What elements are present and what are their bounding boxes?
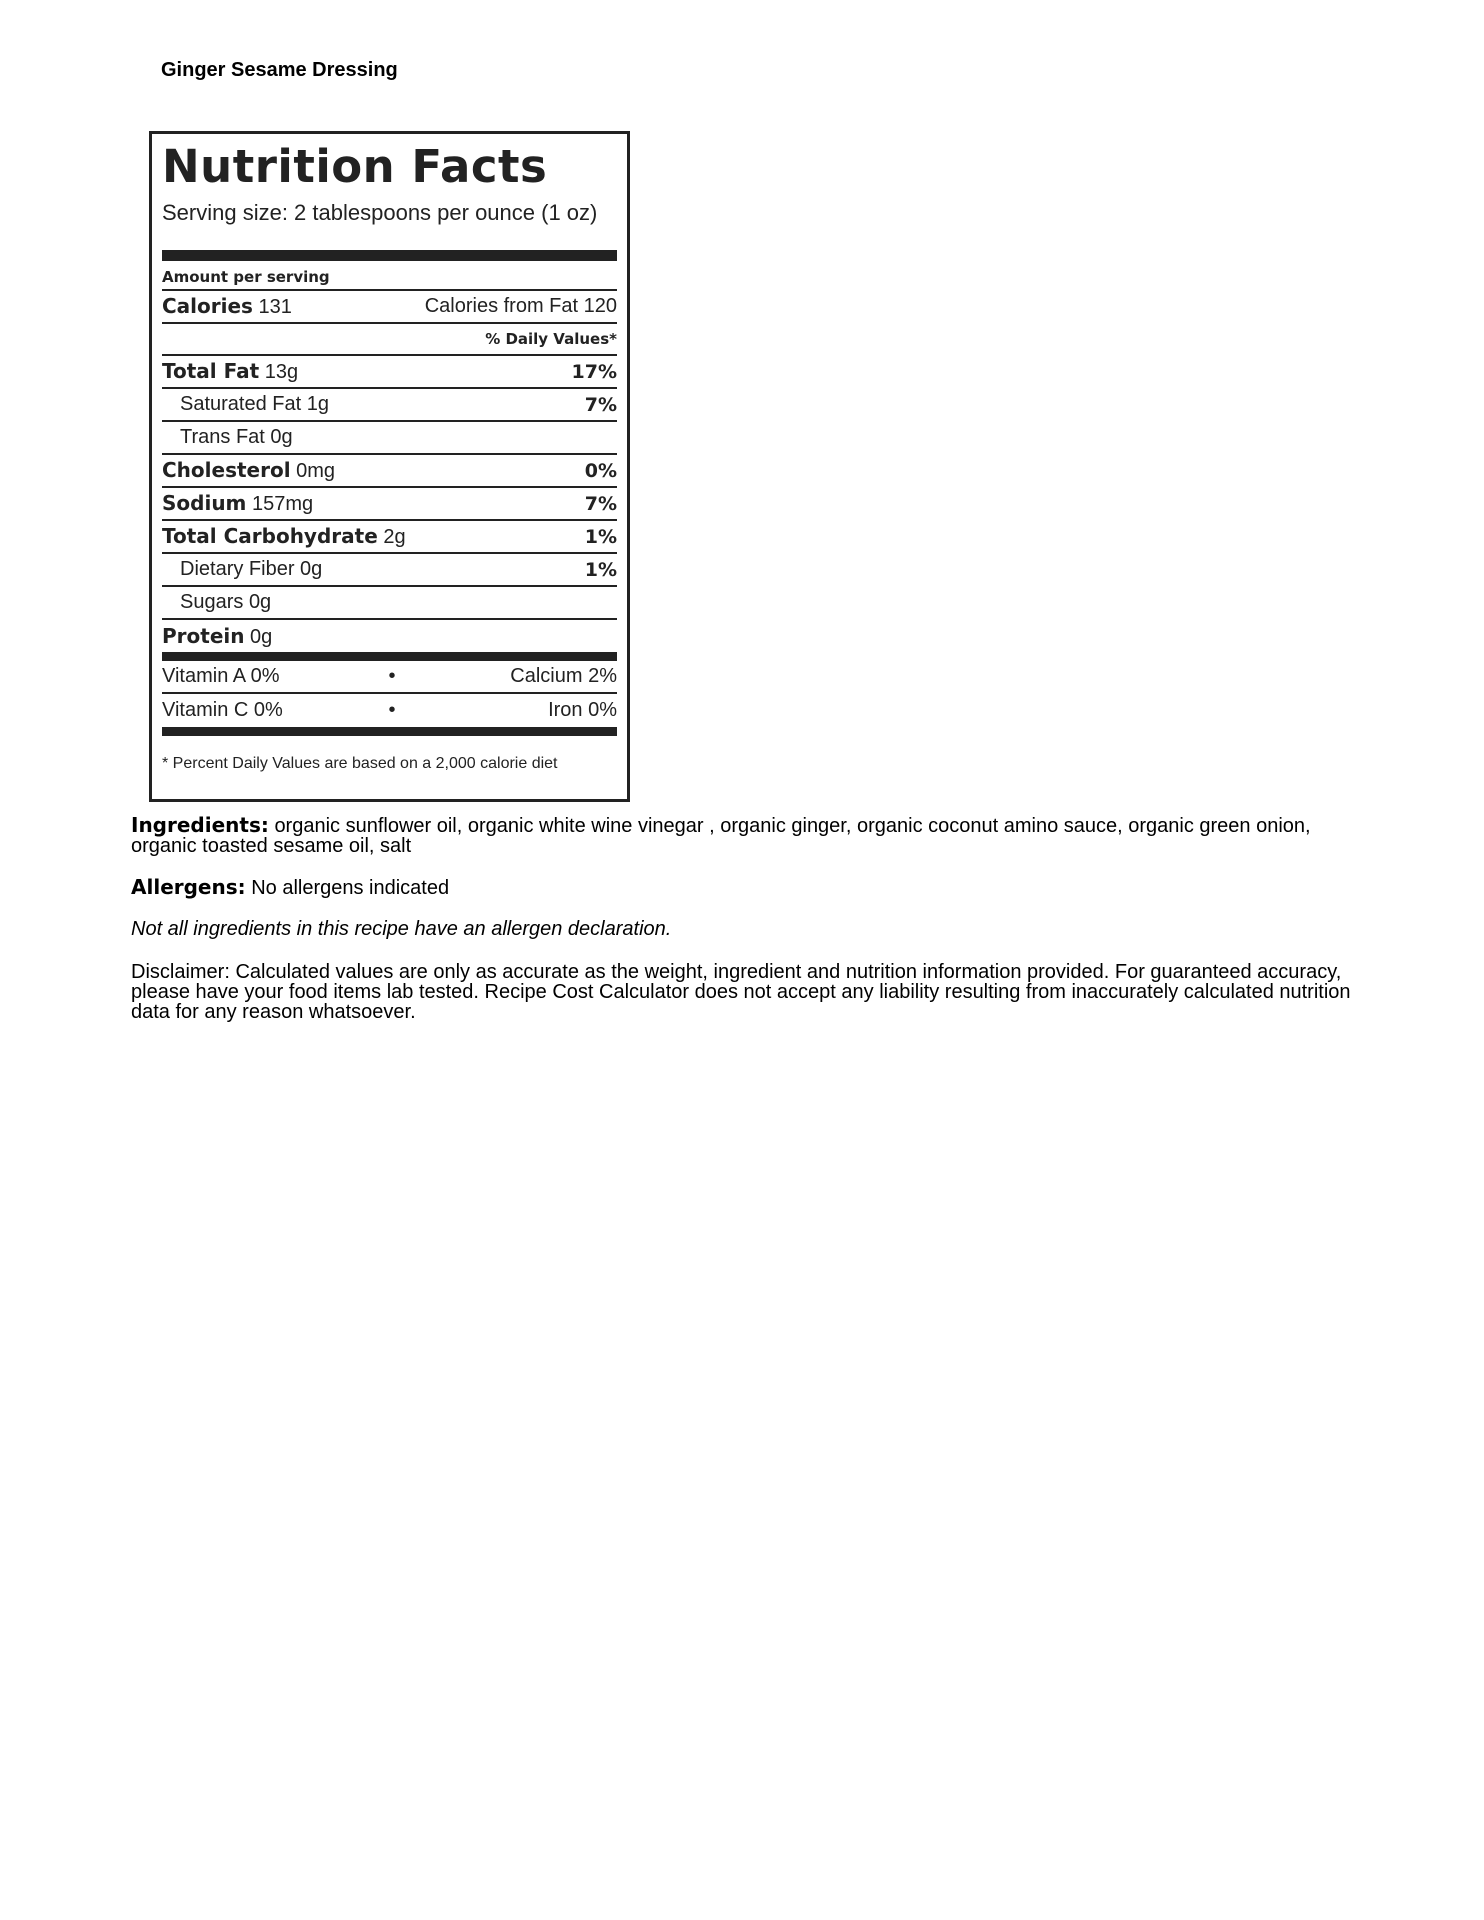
nutrient-name: Total Fat	[162, 359, 260, 383]
nutrient-pct: 17%	[571, 360, 617, 383]
vitamins-divider	[162, 652, 617, 661]
nutrient-pct: 0%	[584, 459, 617, 482]
nutrient-pct: 7%	[584, 393, 617, 416]
nutrient-name: Saturated Fat	[180, 393, 302, 415]
nutrient-pct: 1%	[584, 558, 617, 581]
amount-per-serving-label: Amount per serving	[162, 268, 330, 286]
allergens-section	[131, 877, 1361, 898]
footnote: * Percent Daily Values are based on a 2,000 calorie diet	[162, 755, 558, 772]
serving-size: Serving size: 2 tablespoons per ounce (1 oz)	[162, 200, 598, 225]
nutrient-name: Sodium	[162, 491, 247, 515]
nutrient-name: Trans Fat	[180, 426, 265, 448]
vitamin-right: Calcium 2%	[510, 665, 617, 687]
allergens-text: No allergens indicated	[251, 877, 450, 899]
nutrient-name: Protein	[162, 623, 245, 648]
allergen-note: Not all ingredients in this recipe have an allergen declaration.	[131, 918, 672, 940]
vitamin-right: Iron 0%	[548, 699, 617, 721]
vitamin-row	[162, 694, 617, 727]
vitamin-separator: •	[388, 699, 396, 721]
nutrient-row-saturated-fat	[162, 389, 617, 422]
allergens-label: Allergens:	[131, 875, 246, 899]
nutrient-amount: 0g	[300, 558, 323, 580]
disclaimer: Disclaimer: Calculated values are only as accurate as the weight, ingredient and nutrition information provided. For guaranteed accuracy, please have your food items lab tested. Recipe Cost Calculator does not accept any liability resulting from inaccurately calculated nutrition data for any reason whatsoever.	[131, 961, 1351, 1023]
nutrient-name: Sugars	[180, 591, 244, 613]
daily-values-header	[162, 324, 617, 356]
calories-value: 131	[258, 296, 292, 318]
nutrient-row-total-carbohydrate	[162, 521, 617, 554]
nutrient-name: Total Carbohydrate	[162, 524, 378, 548]
nutrient-amount: 2g	[383, 526, 406, 548]
nutrient-name: Cholesterol	[162, 458, 291, 482]
calories-row	[162, 291, 617, 324]
nutrient-row-protein	[162, 620, 617, 652]
vitamin-row	[162, 661, 617, 694]
ingredients-text: organic sunflower oil, organic white wine vinegar , organic ginger, organic coconut amino sauce, organic green onion, organic toasted sesame oil, salt	[131, 815, 1311, 857]
nutrient-amount: 0g	[250, 625, 273, 648]
calories-from-fat: Calories from Fat 120	[424, 295, 617, 317]
nutrient-pct: 7%	[584, 492, 617, 515]
vitamin-left: Vitamin C 0%	[162, 699, 283, 721]
nutrient-amount: 0g	[270, 426, 293, 448]
nutrient-amount: 0g	[248, 591, 272, 613]
nutrient-amount: 1g	[306, 393, 329, 415]
nutrient-row-dietary-fiber	[162, 554, 617, 587]
footnote-divider	[162, 727, 617, 736]
nutrition-facts-label	[149, 131, 630, 802]
nutrition-facts-title: Nutrition Facts	[162, 140, 548, 193]
daily-values-header-label: % Daily Values*	[485, 330, 617, 348]
nutrient-row-total-fat	[162, 356, 617, 389]
nutrient-amount: 0mg	[296, 460, 336, 482]
nutrient-row-sodium	[162, 488, 617, 521]
amount-per-serving	[162, 261, 617, 291]
ingredients-section	[131, 815, 1361, 856]
nutrient-row-trans-fat	[162, 422, 617, 455]
nutrient-amount: 157mg	[251, 493, 314, 515]
thick-divider	[162, 250, 617, 261]
nutrient-name: Dietary Fiber	[180, 558, 295, 580]
nutrient-row-cholesterol	[162, 455, 617, 488]
calories-label: Calories	[162, 294, 253, 318]
vitamin-separator: •	[388, 665, 396, 687]
recipe-title: Ginger Sesame Dressing	[161, 59, 398, 81]
nutrient-amount: 13g	[264, 361, 299, 383]
ingredients-label: Ingredients:	[131, 813, 269, 837]
nutrient-pct: 1%	[584, 525, 617, 548]
nutrient-row-sugars	[162, 587, 617, 620]
vitamin-left: Vitamin A 0%	[162, 665, 280, 687]
